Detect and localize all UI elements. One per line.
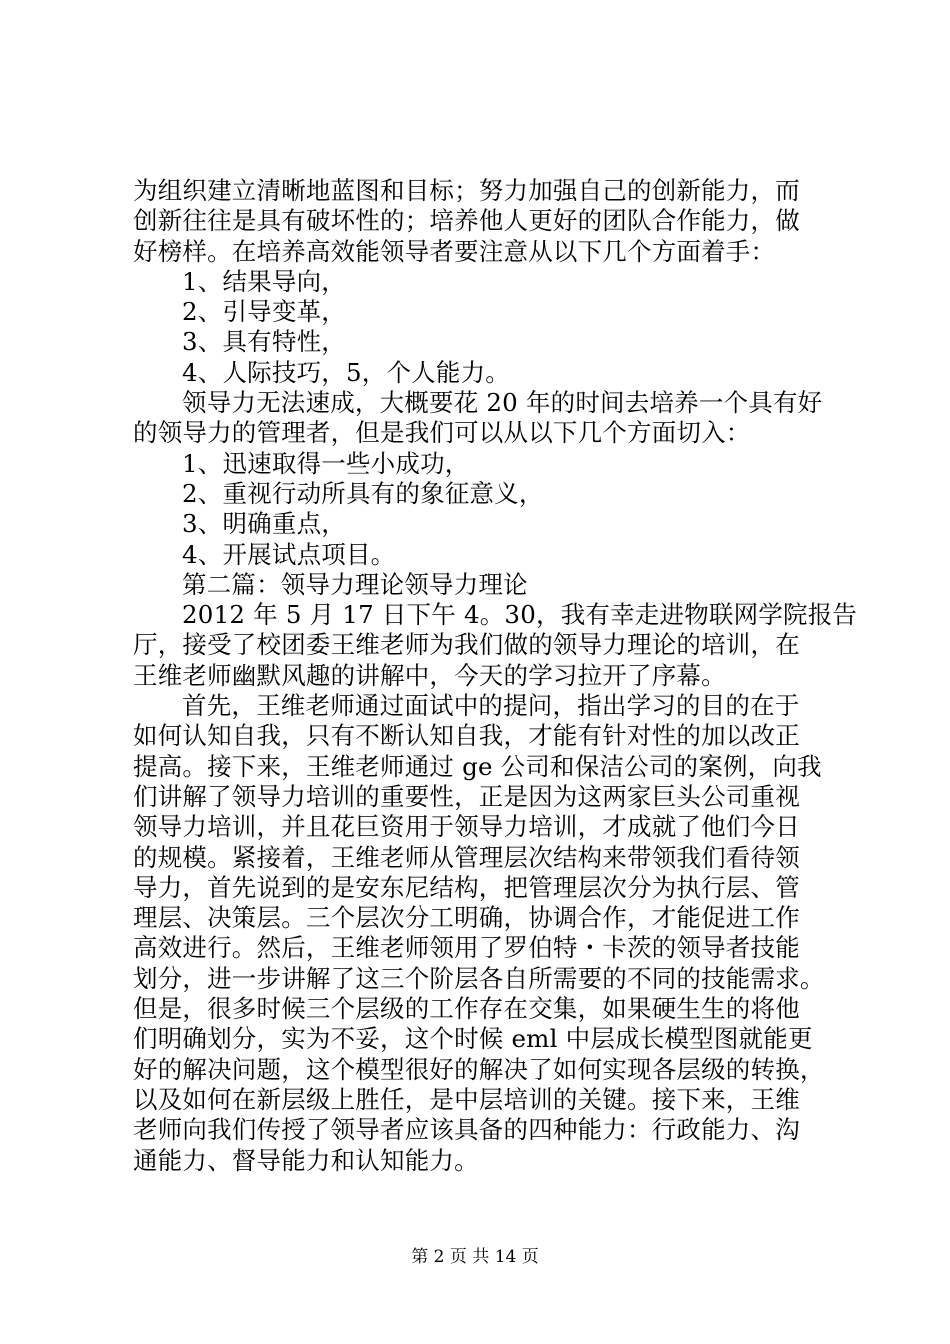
text-line: 创新往往是具有破坏性的；培养他人更好的团队合作能力，做	[133, 206, 800, 236]
text-line: 以及如何在新层级上胜任，是中层培训的关键。接下来，王维	[133, 1084, 800, 1114]
text-line: 们讲解了领导力培训的重要性，正是因为这两家巨头公司重视	[133, 781, 800, 811]
text-line: 领导力培训，并且花巨资用于领导力培训，才成就了他们今日	[133, 812, 800, 842]
document-body	[133, 176, 858, 1176]
text-line: 导力，首先说到的是安东尼结构，把管理层次分为执行层、管	[133, 872, 800, 902]
text-line: 第二篇：领导力理论领导力理论	[182, 569, 528, 599]
text-line: 首先，王维老师通过面试中的提问，指出学习的目的在于	[182, 691, 800, 721]
text-line: 王维老师幽默风趣的讲解中，今天的学习拉开了序幕。	[133, 660, 726, 690]
text-line: 2012 年 5 月 17 日下午 4。30，我有幸走进物联网学院报告	[182, 600, 858, 630]
text-line: 但是，很多时候三个层级的工作存在交集，如果硬生生的将他	[133, 994, 800, 1024]
text-line: 1、迅速取得一些小成功，	[182, 448, 470, 478]
text-line: 如何认知自我，只有不断认知自我，才能有针对性的加以改正	[133, 721, 800, 751]
text-line: 划分，进一步讲解了这三个阶层各自所需要的不同的技能需求。	[133, 963, 825, 993]
text-line: 为组织建立清晰地蓝图和目标；努力加强自己的创新能力，而	[133, 176, 800, 205]
text-line: 通能力、督导能力和认知能力。	[133, 1145, 479, 1175]
text-line: 的领导力的管理者，但是我们可以从以下几个方面切入：	[133, 418, 751, 448]
text-line: 厅，接受了校团委王维老师为我们做的领导力理论的培训，在	[133, 630, 800, 660]
text-line: 3、明确重点，	[182, 509, 346, 539]
text-line: 好榜样。在培养高效能领导者要注意从以下几个方面着手：	[133, 236, 776, 266]
text-line: 高效进行。然后，王维老师领用了罗伯特・卡茨的领导者技能	[133, 933, 800, 963]
text-line: 2、重视行动所具有的象征意义，	[182, 478, 544, 508]
text-line: 3、具有特性，	[182, 327, 346, 357]
text-line: 1、结果导向，	[182, 266, 346, 296]
text-line: 老师向我们传授了领导者应该具备的四种能力：行政能力、沟	[133, 1115, 800, 1145]
text-line: 好的解决问题，这个模型很好的解决了如何实现各层级的转换，	[133, 1054, 825, 1084]
text-line: 的规模。紧接着，王维老师从管理层次结构来带领我们看待领	[133, 842, 800, 872]
text-line: 2、引导变革，	[182, 297, 346, 327]
text-line: 领导力无法速成，大概要花 20 年的时间去培养一个具有好	[182, 388, 823, 418]
text-line: 提高。接下来，王维老师通过 ge 公司和保洁公司的案例，向我	[133, 751, 822, 781]
text-line: 理层、决策层。三个层次分工明确，协调合作，才能促进工作	[133, 903, 800, 933]
text-line: 4、人际技巧，5，个人能力。	[182, 357, 510, 387]
text-line: 4、开展试点项目。	[182, 539, 396, 569]
page-footer: 第 2 页 共 14 页	[411, 1247, 539, 1267]
text-line: 们明确划分，实为不妥，这个时候 eml 中层成长模型图就能更	[133, 1024, 813, 1054]
